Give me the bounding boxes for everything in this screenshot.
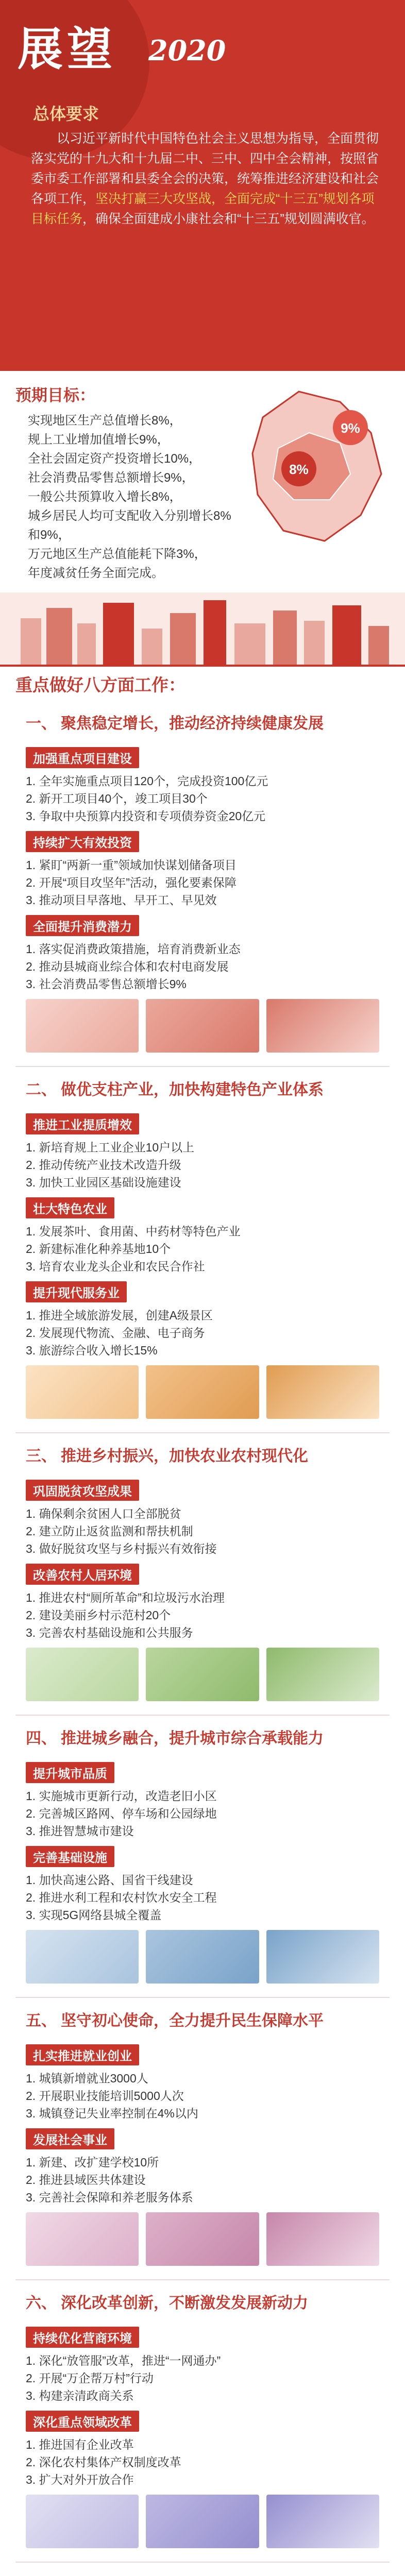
intro-text: ，确保全面建成小康社会和“十三五”规划圆满收官。	[82, 212, 375, 226]
list-item: 3. 争取中央预算内投资和专项债券资金20亿元	[26, 809, 266, 823]
item-list	[26, 2070, 379, 2122]
task-section-title: 坚守初心使命，全力提升民生保障水平	[61, 2012, 324, 2029]
task-section-title: 聚焦稳定增长，推动经济持续健康发展	[61, 715, 324, 732]
photo-placeholder	[266, 1365, 379, 1419]
task-section-number: 一、	[26, 715, 57, 732]
photo-placeholder	[266, 1930, 379, 1984]
item-list	[26, 1505, 379, 1557]
sub-heading: 全面提升消费潜力	[26, 915, 139, 936]
task-section	[15, 1998, 390, 2280]
list-item: 2. 推动县城商业综合体和农村电商发展	[26, 960, 229, 973]
task-section-title: 推进乡村振兴，加快农业农村现代化	[61, 1448, 308, 1465]
task-section-heading	[26, 2010, 379, 2032]
intro-paragraph	[31, 129, 384, 229]
photo-placeholder	[146, 2495, 259, 2548]
list-item: 2. 推进水利工程和农村饮水安全工程	[26, 1891, 217, 1904]
targets-list	[28, 411, 234, 583]
photo-placeholder	[266, 2495, 379, 2548]
photo-strip	[26, 2212, 379, 2266]
item-list	[26, 1871, 379, 1924]
list-item: 3. 城镇登记失业率控制在4%以内	[26, 2107, 198, 2120]
badge-text-2: 9%	[341, 420, 360, 436]
task-section	[15, 1067, 390, 1433]
sub-heading: 改善农村人居环境	[26, 1564, 139, 1585]
photo-placeholder	[146, 999, 259, 1053]
section-subtitle: 总体要求	[33, 105, 99, 123]
list-item: 2. 开展“万企帮万村”行动	[26, 2371, 154, 2385]
task-section-title: 推进城乡融合，提升城市综合承载能力	[61, 1730, 324, 1747]
item-list	[26, 940, 379, 993]
task-section-number: 四、	[26, 1730, 57, 1747]
target-line: 全社会固定资产投资增长10%，	[28, 452, 201, 466]
list-item: 3. 做好脱贫攻坚与乡村振兴有效衔接	[26, 1542, 217, 1555]
sub-heading: 提升现代服务业	[26, 1281, 127, 1302]
badge-text-1: 8%	[289, 462, 309, 477]
task-section	[15, 1433, 390, 1716]
list-item: 1. 实施城市更新行动，改造老旧小区	[26, 1789, 217, 1803]
sub-heading: 提升城市品质	[26, 1762, 114, 1783]
list-item: 2. 开展职业技能培训5000人次	[26, 2089, 184, 2103]
item-list	[26, 856, 379, 909]
sub-heading: 推进工业提质增效	[26, 1113, 139, 1134]
photo-strip	[26, 1930, 379, 1984]
page-year: 2020	[148, 34, 226, 67]
photo-strip	[26, 999, 379, 1053]
sub-heading: 壮大特色农业	[26, 1197, 114, 1218]
item-list	[26, 772, 379, 825]
list-item: 3. 推进智慧城市建设	[26, 1824, 134, 1838]
item-list	[26, 2436, 379, 2488]
list-item: 1. 落实促消费政策措施，培育消费新业态	[26, 942, 241, 956]
list-item: 2. 新建标准化种养基地10个	[26, 1242, 171, 1256]
photo-placeholder	[26, 1648, 139, 1701]
list-item: 3. 构建亲清政商关系	[26, 2389, 134, 2402]
page-title: 展望	[18, 22, 117, 76]
photo-placeholder	[26, 1365, 139, 1419]
list-item: 3. 加快工业园区基础设施建设	[26, 1176, 181, 1189]
list-item: 2. 发展现代物流、金融、电子商务	[26, 1326, 205, 1340]
photo-placeholder	[26, 2495, 139, 2548]
target-line: 一般公共预算收入增长8%，	[28, 490, 182, 504]
list-item: 2. 开展“项目攻坚年”活动，强化要素保障	[26, 876, 237, 889]
photo-placeholder	[146, 1365, 259, 1419]
task-section-heading	[26, 2293, 379, 2314]
task-section-heading	[26, 713, 379, 735]
task-section-heading	[26, 1728, 379, 1750]
list-item: 1. 新培育规上工业企业10户以上	[26, 1141, 195, 1154]
intro-text: 以习近平新时代中国特色社会主义思想为指导，全面贯彻落实党的十九大和十九届二中、三中、四中全会精神，按照省委市委工作部署和县委全会的决策，统筹推进经济建设和社会各项工作，	[31, 131, 379, 206]
list-item: 2. 完善城区路网、停车场和公园绿地	[26, 1807, 217, 1820]
photo-placeholder	[146, 1930, 259, 1984]
list-item: 1. 发展茶叶、食用菌、中药材等特色产业	[26, 1225, 241, 1238]
list-item: 3. 推动项目早落地、早开工、早见效	[26, 893, 217, 907]
list-item: 1. 推进农村“厕所革命”和垃圾污水治理	[26, 1591, 225, 1604]
list-item: 3. 实现5G网络县城全覆盖	[26, 1908, 162, 1922]
photo-placeholder	[266, 2212, 379, 2266]
item-list	[26, 1787, 379, 1840]
photo-placeholder	[26, 1930, 139, 1984]
item-list	[26, 1307, 379, 1359]
task-section-number: 六、	[26, 2295, 57, 2312]
photo-placeholder	[26, 2212, 139, 2266]
item-list	[26, 2154, 379, 2206]
tasks-title: 重点做好八方面工作：	[0, 665, 405, 701]
task-section	[15, 2280, 390, 2563]
list-item: 1. 深化“放管服”改革，推进“一网通办”	[26, 2354, 221, 2367]
photo-placeholder	[146, 1648, 259, 1701]
photo-strip	[26, 1365, 379, 1419]
list-item: 1. 城镇新增就业3000人	[26, 2072, 148, 2085]
list-item: 2. 深化农村集体产权制度改革	[26, 2455, 181, 2469]
list-item: 2. 推进县域医共体建设	[26, 2173, 146, 2187]
photo-placeholder	[146, 2212, 259, 2266]
sub-heading: 发展社会事业	[26, 2128, 114, 2149]
task-section-number: 二、	[26, 1081, 57, 1098]
sub-heading: 扎实推进就业创业	[26, 2044, 139, 2065]
list-item: 2. 建立防止返贫监测和帮扶机制	[26, 1524, 193, 1538]
target-line: 年度减贫任务全面完成。	[28, 566, 164, 580]
task-section	[15, 1716, 390, 1998]
task-section-heading	[26, 1446, 379, 1467]
photo-placeholder	[266, 1648, 379, 1701]
list-item: 3. 扩大对外开放合作	[26, 2473, 134, 2486]
photo-placeholder	[266, 999, 379, 1053]
task-section-number: 三、	[26, 1448, 57, 1465]
list-item: 3. 完善农村基础设施和公共服务	[26, 1626, 193, 1639]
list-item: 1. 加快高速公路、国省干线建设	[26, 1873, 193, 1887]
task-section-number: 五、	[26, 2012, 57, 2029]
task-section	[15, 2563, 390, 2576]
item-list	[26, 1139, 379, 1191]
photo-strip	[26, 2495, 379, 2548]
list-item: 3. 社会消费品零售总额增长9%	[26, 977, 187, 991]
city-skyline-illustration	[0, 592, 405, 665]
sub-heading: 加强重点项目建设	[26, 747, 139, 768]
targets-section	[0, 371, 405, 665]
task-section-title: 做优支柱产业，加快构建特色产业体系	[61, 1081, 324, 1098]
task-section-heading	[26, 1079, 379, 1101]
list-item: 3. 培育农业龙头企业和农民合作社	[26, 1260, 205, 1273]
header-banner	[0, 0, 405, 371]
target-line: 社会消费品零售总额增长9%，	[28, 471, 194, 485]
list-item: 1. 新建、改扩建学校10所	[26, 2156, 159, 2169]
intro-highlight: 坚决打赢三大攻坚战，全面完成“十三五”规划各项目标任务	[31, 192, 375, 226]
item-list	[26, 2352, 379, 2404]
list-item: 3. 完善社会保障和养老服务体系	[26, 2191, 193, 2204]
list-item: 1. 全年实施重点项目120个，完成投资100亿元	[26, 774, 268, 788]
sub-heading: 完善基础设施	[26, 1846, 114, 1867]
list-item: 3. 旅游综合收入增长15%	[26, 1344, 158, 1357]
list-item: 1. 紧盯“两新一重”领域加快谋划储备项目	[26, 858, 237, 872]
target-line: 规上工业增加值增长9%，	[28, 433, 170, 447]
list-item: 1. 推进全域旅游发展，创建A级景区	[26, 1309, 213, 1322]
photo-strip	[26, 1648, 379, 1701]
item-list	[26, 1589, 379, 1641]
tasks-sections	[0, 701, 405, 2576]
task-section	[15, 701, 390, 1067]
list-item: 1. 确保剩余贫困人口全部脱贫	[26, 1507, 181, 1520]
photo-placeholder	[26, 999, 139, 1053]
targets-title: 预期目标：	[15, 386, 95, 404]
target-line: 万元地区生产总值能耗下降3%，	[28, 547, 207, 561]
list-item: 2. 推动传统产业技术改造升级	[26, 1158, 181, 1172]
sub-heading: 持续优化营商环境	[26, 2327, 139, 2348]
list-item: 2. 建设美丽乡村示范村20个	[26, 1608, 171, 1622]
region-map-illustration	[232, 371, 397, 577]
task-section-title: 深化改革创新，不断激发发展新动力	[61, 2295, 308, 2312]
target-line: 实现地区生产总值增长8%，	[28, 414, 182, 428]
sub-heading: 持续扩大有效投资	[26, 831, 139, 852]
sub-heading: 深化重点领域改革	[26, 2411, 139, 2432]
list-item: 2. 新开工项目40个，竣工项目30个	[26, 792, 208, 805]
list-item: 1. 推进国有企业改革	[26, 2438, 134, 2451]
sub-heading: 巩固脱贫攻坚成果	[26, 1480, 139, 1501]
item-list	[26, 1223, 379, 1275]
target-line: 城乡居民人均可支配收入分别增长8%和9%，	[28, 509, 231, 542]
